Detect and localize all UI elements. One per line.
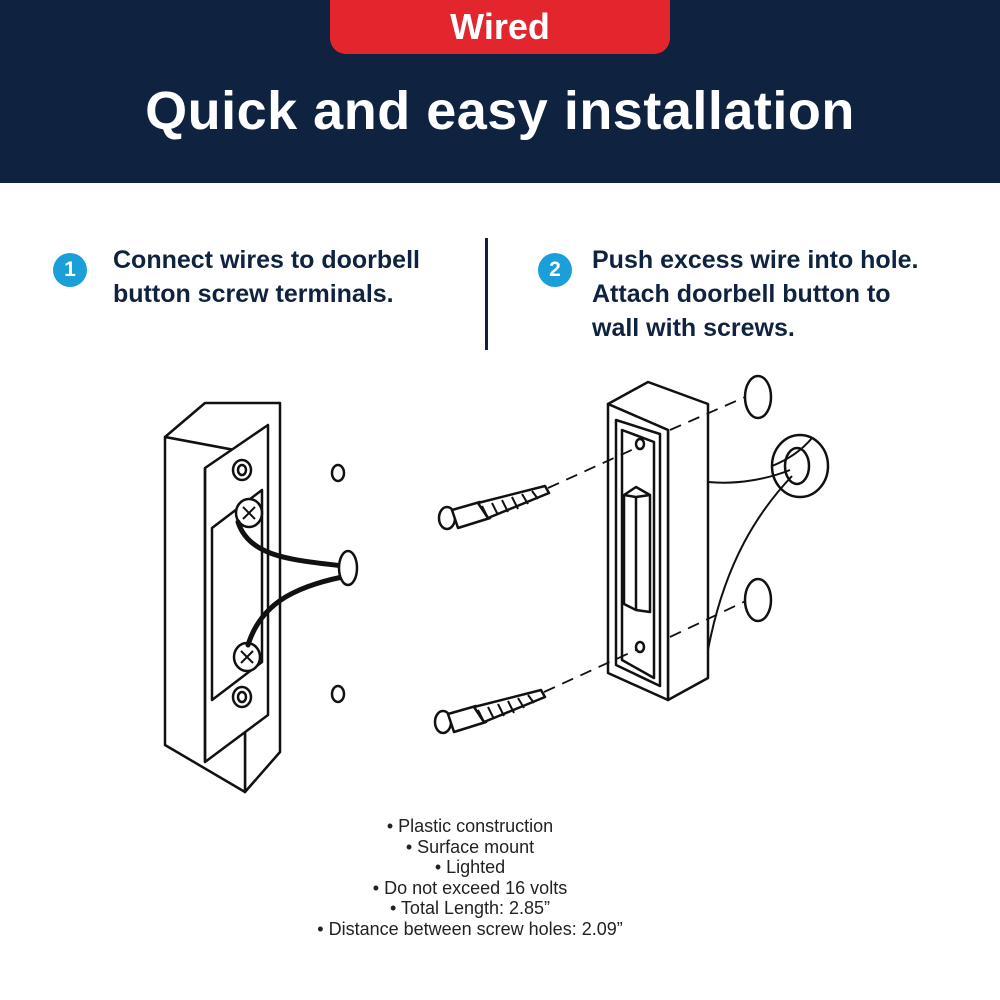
step-2-line: Attach doorbell button to: [592, 280, 891, 308]
spec-item: • Lighted: [434, 857, 506, 877]
wall-hole: [339, 551, 357, 585]
step-1-line: button screw terminals.: [113, 280, 394, 308]
screw: [439, 486, 549, 529]
installation-illustration: [0, 360, 1000, 800]
excess-wire: [708, 470, 792, 650]
step-1-text: [113, 243, 420, 311]
wall-hole: [332, 686, 344, 702]
spec-item: • Surface mount: [405, 836, 535, 857]
step-2-line: wall with screws.: [592, 314, 795, 342]
screw: [435, 690, 545, 733]
spec-item: • Distance between screw holes: 2.09”: [317, 918, 623, 939]
spec-item: • Total Length: 2.85”: [389, 898, 551, 918]
spec-item: • Do not exceed 16 volts: [372, 877, 568, 898]
step-2-line: Push excess wire into hole.: [592, 246, 919, 274]
header-banner: [0, 0, 1000, 183]
step-1-line: Connect wires to doorbell: [113, 246, 420, 274]
doorbell-body-closed: [608, 382, 708, 700]
wall-hole: [745, 579, 771, 621]
wall-hole: [332, 465, 344, 481]
page-title: Quick and easy installation: [145, 81, 855, 141]
step-2-badge: 2: [538, 253, 572, 287]
wall-hole: [745, 376, 771, 418]
doorbell-body-open: [165, 403, 280, 792]
step-1-badge: 1: [53, 253, 87, 287]
spec-item: • Plastic construction: [386, 816, 554, 836]
step-divider: [485, 238, 488, 350]
spec-list: [0, 816, 940, 939]
step-2-text: [592, 243, 919, 345]
wired-tag: Wired: [330, 0, 670, 54]
